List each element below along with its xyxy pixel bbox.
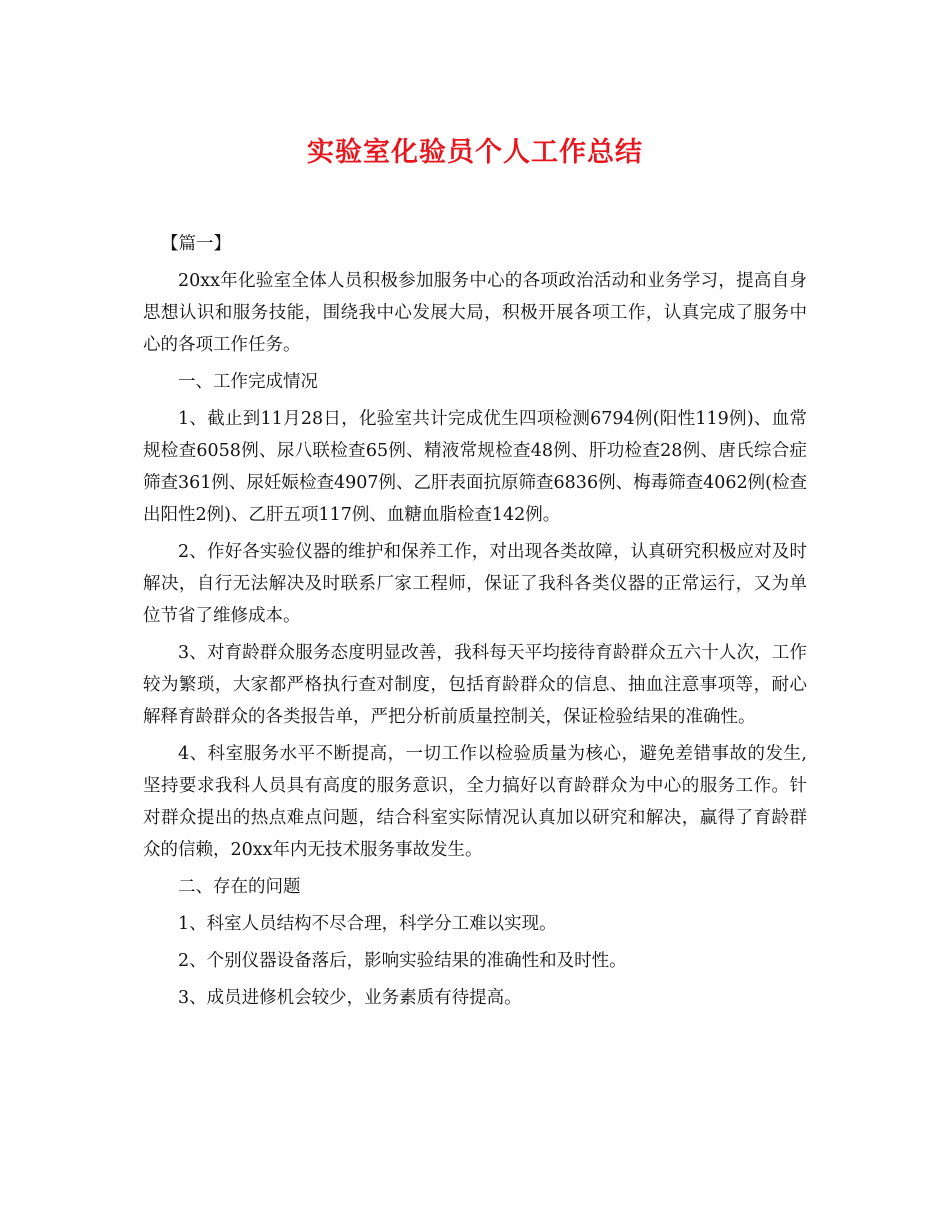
- work-item-1: 1、截止到11月28日，化验室共计完成优生四项检测6794例(阳性119例)、血常规检查6058例、尿八联检查65例、精液常规检查48例、肝功检查28例、唐氏综合症筛查361例、尿妊娠检查4907例、乙肝表面抗原筛查6836例、梅毒筛查4062例(检查出阳性2例)、乙肝五项117例、血糖血脂检查142例。: [143, 409, 807, 525]
- problem-item-1: 1、科室人员结构不尽合理，科学分工难以实现。: [178, 914, 557, 934]
- work-item-4: 4、科室服务水平不断提高，一切工作以检验质量为核心，避免差错事故的发生,坚持要求我科人员具有高度的服务意识，全力搞好以育龄群众为中心的服务工作。针对群众提出的热点难点问题，结合科室实际情况认真加以研究和解决，赢得了育龄群众的信赖，20xx年内无技术服务事故发生。: [143, 744, 807, 860]
- work-item-2: 2、作好各实验仪器的维护和保养工作，对出现各类故障，认真研究积极应对及时解决，自行无法解决及时联系厂家工程师，保证了我科各类仪器的正常运行，又为单位节省了维修成本。: [143, 542, 807, 626]
- document-title: 实验室化验员个人工作总结: [307, 137, 643, 168]
- document-body: [143, 228, 807, 1019]
- problem-item-3: 3、成员进修机会较少，业务素质有待提高。: [178, 988, 522, 1008]
- section-label: 【篇一】: [161, 234, 231, 254]
- heading-problems: 二、存在的问题: [178, 877, 301, 897]
- problem-item-2: 2、个别仪器设备落后，影响实验结果的准确性和及时性。: [178, 951, 627, 971]
- heading-work-completion: 一、工作完成情况: [178, 372, 318, 392]
- intro-paragraph: 20xx年化验室全体人员积极参加服务中心的各项政治活动和业务学习，提高自身思想认识和服务技能，围绕我中心发展大局，积极开展各项工作，认真完成了服务中心的各项工作任务。: [143, 271, 807, 355]
- work-item-3: 3、对育龄群众服务态度明显改善，我科每天平均接待育龄群众五六十人次，工作较为繁琐，大家都严格执行查对制度，包括育龄群众的信息、抽血注意事项等，耐心解释育龄群众的各类报告单，严把分析前质量控制关，保证检验结果的准确性。: [143, 643, 807, 727]
